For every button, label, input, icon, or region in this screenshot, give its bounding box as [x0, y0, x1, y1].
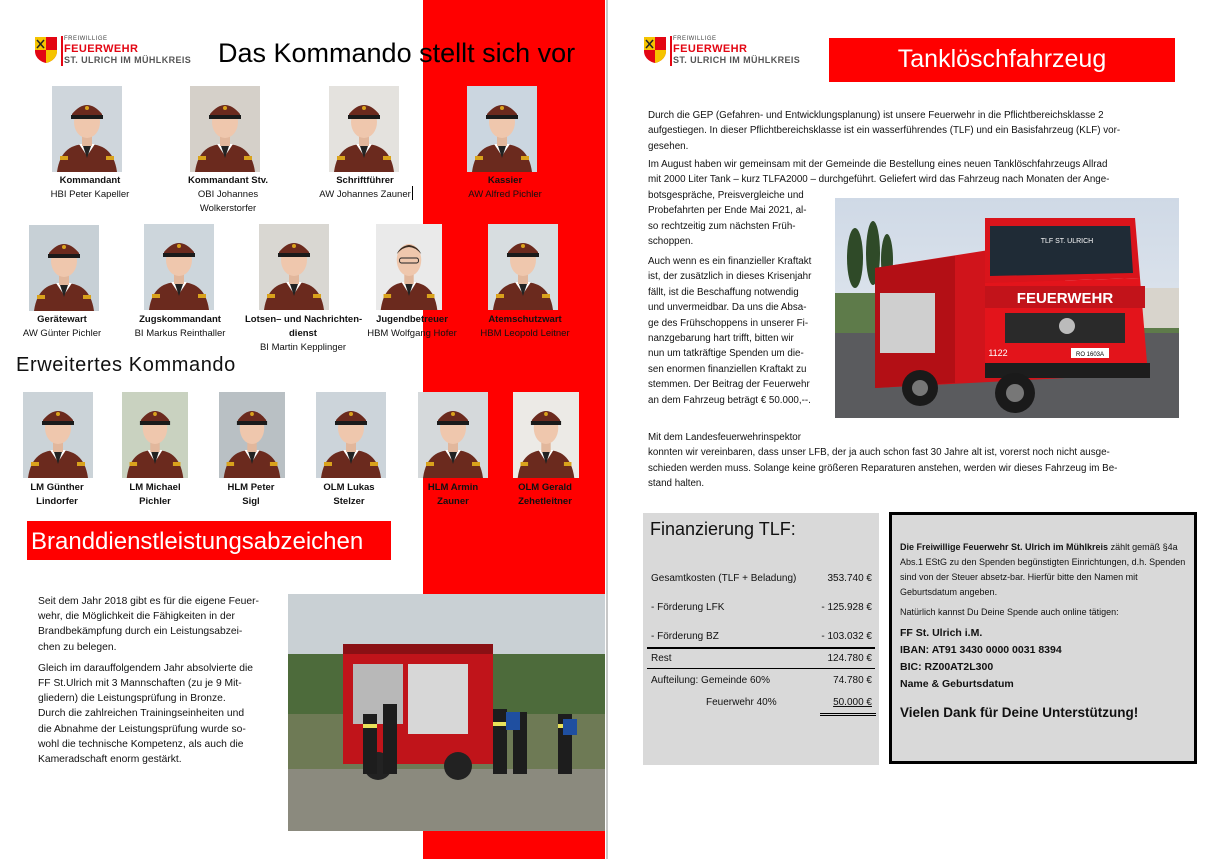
- portrait-atemschutzwart: [488, 224, 558, 310]
- page-divider: [606, 0, 608, 859]
- shield-icon: [34, 36, 58, 64]
- caption-zehetleitner: OLM Gerald Zehetleitner: [518, 482, 572, 507]
- finance-label-bz: - Förderung BZ: [651, 631, 719, 642]
- portrait-kommandant: [52, 86, 122, 172]
- tlf-title: Tanklöschfahrzeug: [897, 45, 1107, 73]
- finance-value-gesamt: 353.740 €: [827, 573, 872, 584]
- logo-small: FREIWILLIGE: [673, 36, 717, 42]
- donation-thanks: Vielen Dank für Deine Unterstützung!: [900, 705, 1139, 720]
- logo-sub: ST. ULRICH IM MÜHLKREIS: [64, 55, 192, 65]
- portrait-jugendbetreuer: [376, 224, 442, 310]
- donation-iban: IBAN: AT91 3430 0000 0031 8394: [900, 644, 1062, 656]
- bdl-photo: [288, 594, 605, 831]
- logo-big: FEUERWEHR: [673, 43, 748, 55]
- truck-door-text: TLF ST. ULRICH: [1040, 238, 1094, 245]
- tlf-paragraph-4: Mit dem Landesfeuerwehrinspektor konnten wir vereinbaren, dass unser LFB, der ja auch schon fast 30 Jahre alt ist, vorerst noch nicht ausge- schieden werden muss. Solange keine größeren Reparaturen anstehen, werden wir dieses Fahrzeug im Be- stand halten.: [648, 432, 1118, 490]
- text-cursor: [412, 186, 413, 200]
- portrait-kommandant-stv: [190, 86, 260, 172]
- caption-lotsen: Lotsen– und Nachrichten- dienst BI Martin Kepplinger: [245, 314, 363, 353]
- finance-label-gesamt: Gesamtkosten (TLF + Beladung): [651, 573, 797, 584]
- logo-small: FREIWILLIGE: [64, 36, 108, 42]
- donation-intro-bold: Die Freiwillige Feuerwehr St. Ulrich im Mühlkreis: [900, 542, 1109, 552]
- caption-jugendbetreuer: Jugendbetreuer HBM Wolfgang Hofer: [367, 314, 457, 339]
- portrait-zugskommandant: [144, 224, 214, 310]
- portrait-pichler: [122, 392, 188, 478]
- finance-title: Finanzierung TLF:: [650, 519, 796, 539]
- caption-kassier: Kassier AW Alfred Pichler: [468, 175, 542, 200]
- caption-lindorfer: LM Günther Lindorfer: [30, 482, 84, 507]
- portrait-zehetleitner: [513, 392, 579, 478]
- finance-rule-2: [647, 668, 875, 669]
- finance-value-gemeinde: 74.780 €: [833, 675, 872, 686]
- donation-online: Natürlich kannst Du Deine Spende auch online tätigen:: [900, 607, 1119, 617]
- finance-label-lfk: - Förderung LFK: [651, 602, 725, 613]
- finance-double-rule: [820, 713, 876, 718]
- caption-schriftfuehrer: Schriftführer AW Johannes Zauner: [319, 175, 411, 200]
- portrait-zauner: [418, 392, 488, 478]
- shield-icon: [643, 36, 667, 64]
- finance-label-feuerwehr: Feuerwehr 40%: [706, 697, 777, 708]
- tlf-paragraph-2: Im August haben wir gemeinsam mit der Gemeinde die Bestellung eines neuen Tanklöschfahrzeugs Allrad mit 2000 Liter Tank – kurz TLFA2000 – durchgeführt. Geliefert wird das Fahrzeug nach Monaten der Ange- botsgespräche, Preisvergleiche und Probefahrten per Ende Mai 2021, al- so rechtzeitig zum nächsten Früh- schoppen.: [648, 159, 1110, 248]
- donation-account: FF St. Ulrich i.M.: [900, 627, 983, 639]
- truck-photo: [835, 198, 1179, 418]
- caption-sigl: HLM Peter Sigl: [227, 482, 275, 507]
- caption-pichler: LM Michael Pichler: [129, 482, 181, 507]
- finance-value-lfk: - 125.928 €: [821, 602, 872, 613]
- caption-zugskommandant: Zugskommandant BI Markus Reinthaller: [134, 314, 226, 339]
- caption-geraetewart: Gerätewart AW Günter Pichler: [22, 314, 102, 339]
- caption-kommandant-stv: Kommandant Stv. OBI Johannes Wolkerstorfer: [187, 175, 269, 214]
- logo-sub: ST. ULRICH IM MÜHLKREIS: [673, 55, 801, 65]
- portrait-kassier: [467, 86, 537, 172]
- donation-name: Name & Geburtsdatum: [900, 678, 1014, 690]
- tlf-paragraph-1: Durch die GEP (Gefahren- und Entwicklungsplanung) ist unsere Feuerwehr in die Pflichtbereichsklasse 2 aufgestiegen. In dieser Pflichtbereichsklasse ist ein wasserführendes (TLF) und ein Basisfahrzeug (KLF) vor- gesehen.: [648, 110, 1121, 152]
- finance-label-gemeinde: Aufteilung: Gemeinde 60%: [651, 675, 770, 686]
- logo-big: FEUERWEHR: [64, 43, 139, 55]
- portrait-stelzer: [316, 392, 386, 478]
- caption-stelzer: OLM Lukas Stelzer: [323, 482, 375, 507]
- logo-left: [34, 34, 204, 74]
- caption-zauner: HLM Armin Zauner: [427, 482, 479, 507]
- portrait-sigl: [219, 392, 285, 478]
- caption-kommandant: Kommandant HBI Peter Kapeller: [50, 175, 130, 200]
- donation-text: [900, 540, 1190, 720]
- donation-intro-rest: zählt gemäß §4a Abs.1 EStG zu den Spenden begünstigten Einrichtungen, d.h. Spenden sind von der Steuer absetz-bar. Hierfür bitte den Namen mit Geburtsdatum angeben.: [900, 542, 1186, 597]
- logo-right: [643, 34, 813, 74]
- truck-plate: RO 1603A: [1075, 352, 1105, 358]
- finance-label-rest: Rest: [651, 653, 672, 664]
- finance-value-feuerwehr: 50.000 €: [833, 697, 872, 708]
- finance-rule: [647, 647, 875, 649]
- portrait-schriftfuehrer: [329, 86, 399, 172]
- page-title: Das Kommando stellt sich vor: [218, 38, 576, 68]
- portrait-lindorfer: [23, 392, 93, 478]
- erweitertes-title: Erweitertes Kommando: [16, 354, 236, 376]
- truck-front-text: FEUERWEHR: [1016, 290, 1114, 307]
- finance-value-bz: - 103.032 €: [821, 631, 872, 642]
- tlf-paragraph-3: Auch wenn es ein finanzieller Kraftakt ist, der zusätzlich in dieses Krisenjahr fällt, ist die Beschaffung notwendig und unvermeidbar. Da uns die Absa- ge des Frühschoppens in unserer Fi- nanzgebarung hart trifft, bitten wir nun um tatkräftige Spenden um die- sen enormen finanziellen Kraftakt zu stemmen. Der Beitrag der Feuerwehr an dem Fahrzeug beträgt € 50.000,--.: [648, 256, 812, 406]
- portrait-lotsen: [259, 224, 329, 310]
- caption-atemschutzwart: Atemschutzwart HBM Leopold Leitner: [480, 314, 570, 339]
- donation-bic: BIC: RZ00AT2L300: [900, 661, 994, 673]
- bdl-title: Branddienstleistungsabzeichen: [31, 528, 364, 555]
- truck-number: 1122: [988, 348, 1008, 358]
- finance-value-rest: 124.780 €: [827, 653, 872, 664]
- portrait-geraetewart: [29, 225, 99, 311]
- bdl-text: Seit dem Jahr 2018 gibt es für die eigene Feuer- wehr, die Möglichkeit die Fähigkeiten in der Brandbekämpfung durch ein Leistungsabzei- chen zu belegen. Gleich im darauffolgendem Jahr absolvierte die FF St.Ulrich mit 3 Mannschaften (zu je 9 Mit- gliedern) die Leistungsprüfung in Bronze. Durch die zahlreichen Trainingseinheiten und die Abnahme der Leistungsprüfung wurde so- wohl die technische Kompetenz, als auch die Kameradschaft enorm gestärkt.: [38, 596, 259, 766]
